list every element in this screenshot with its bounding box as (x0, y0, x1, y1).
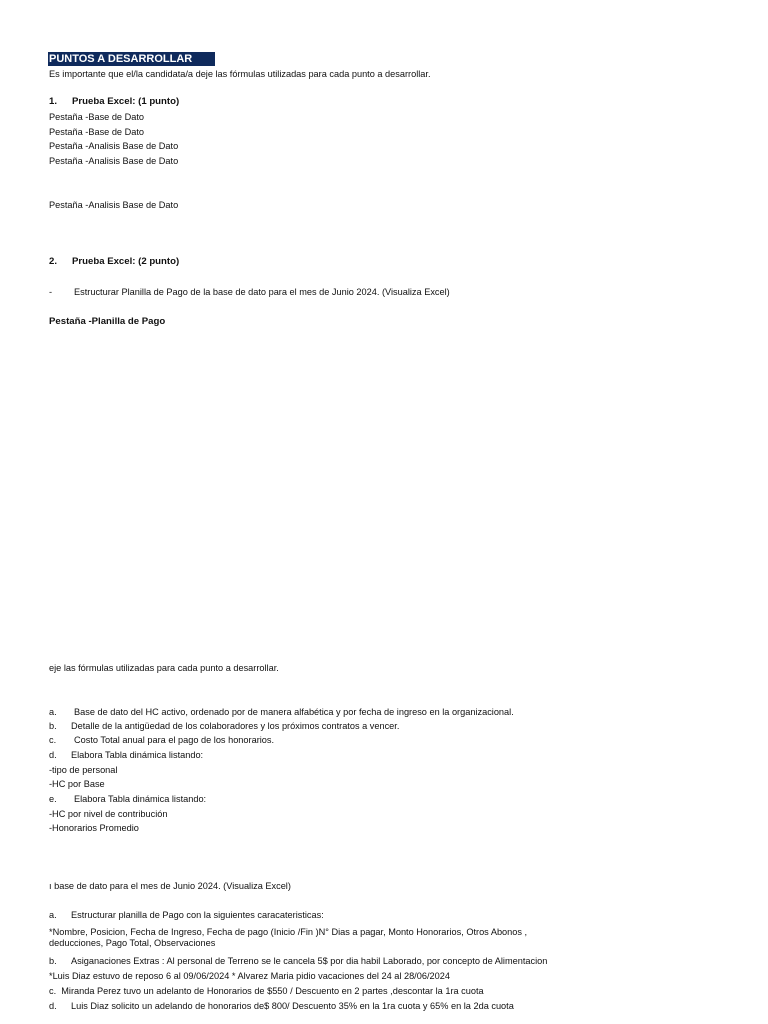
planilla-item-c (49, 985, 484, 997)
item-d-text: Elabora Tabla dinámica listando: (71, 750, 204, 760)
tab-label-4: Pestaña -Analisis Base de Dato (49, 156, 179, 166)
section-2-number: 2. (49, 256, 58, 267)
section-1-heading (49, 96, 179, 108)
planilla-a-letter: a. (49, 910, 57, 920)
tab-label-3: Pestaña -Analisis Base de Dato (49, 141, 179, 151)
planilla-c-letter: c. (49, 986, 57, 996)
item-e (49, 793, 206, 805)
tab-label-2: Pestaña -Base de Dato (49, 127, 144, 137)
item-d-sub-2: -HC por Base (49, 779, 105, 789)
item-a (49, 706, 514, 718)
item-e-text: Elabora Tabla dinámica listando: (74, 794, 207, 804)
item-b-letter: b. (49, 721, 57, 731)
item-a-letter: a. (49, 707, 57, 717)
item-c (49, 734, 274, 746)
section-2-heading (49, 256, 179, 268)
tab-label-1: Pestaña -Base de Dato (49, 112, 144, 122)
item-b-text: Detalle de la antigüedad de los colaboradores y los próximos contratos a vencer. (71, 721, 400, 731)
intro-continuation: eje las fórmulas utilizadas para cada punto a desarrollar. (49, 663, 279, 673)
section-1-title: Prueba Excel: (1 punto) (72, 96, 180, 107)
tab-planilla-heading: Pestaña -Planilla de Pago (49, 316, 166, 327)
item-e-sub-1: -HC por nivel de contribución (49, 809, 168, 819)
planilla-d-text: Luis Diaz solicito un adelando de honorarios de$ 800/ Descuento 35% en la 1ra cuota y 65% en la 2da cuota (71, 1001, 514, 1011)
bullet-text: Estructurar Planilla de Pago de la base de dato para el mes de Junio 2024. (Visualiza Excel) (74, 287, 450, 297)
planilla-b-text: Asiganaciones Extras : Al personal de Terreno se le cancela 5$ por dia habil Laborado, por concepto de Alimentacion (71, 956, 548, 966)
item-b (49, 720, 399, 732)
item-d-sub-1: -tipo de personal (49, 765, 118, 775)
tab-label-5: Pestaña -Analisis Base de Dato (49, 200, 179, 210)
intro-text-clipped: Es importante que el/la candidata/a deje las fórmulas utilizadas para cada punto a desarrollar. (49, 69, 431, 79)
item-d (49, 749, 203, 761)
planilla-a-detail-2: deducciones, Pago Total, Observaciones (49, 938, 216, 948)
planilla-d-letter: d. (49, 1001, 57, 1011)
planilla-item-d (49, 1000, 514, 1012)
planilla-a-detail-1: *Nombre, Posicion, Fecha de Ingreso, Fecha de pago (Inicio /Fin )N° Dias a pagar, Monto Honorarios, Otros Abonos , (49, 927, 528, 937)
item-c-letter: c. (49, 735, 57, 745)
planilla-item-b (49, 955, 547, 967)
item-d-letter: d. (49, 750, 57, 760)
bullet-dash: - (49, 287, 53, 297)
planilla-item-a (49, 909, 324, 921)
bullet-continuation: ı base de dato para el mes de Junio 2024. (Visualiza Excel) (49, 881, 291, 891)
planilla-b-letter: b. (49, 956, 57, 966)
planilla-c-text: Miranda Perez tuvo un adelanto de Honorarios de $550 / Descuento en 2 partes ,descontar la 1ra cuota (61, 986, 484, 996)
section-2-title: Prueba Excel: (2 punto) (72, 256, 180, 267)
item-c-text: Costo Total anual para el pago de los honorarios. (74, 735, 275, 745)
planilla-b-note: *Luis Diaz estuvo de reposo 6 al 09/06/2024 * Alvarez Maria pidio vacaciones del 24 al 28/06/2024 (49, 971, 450, 981)
bullet-structure-clipped (49, 286, 450, 298)
item-e-letter: e. (49, 794, 57, 804)
item-e-sub-2: -Honorarios Promedio (49, 823, 139, 833)
section-header: PUNTOS A DESARROLLAR (48, 52, 215, 66)
planilla-a-text: Estructurar planilla de Pago con la siguientes caracateristicas: (71, 910, 324, 920)
section-1-number: 1. (49, 96, 58, 107)
item-a-text: Base de dato del HC activo, ordenado por de manera alfabética y por fecha de ingreso en la organizacional. (74, 707, 514, 717)
